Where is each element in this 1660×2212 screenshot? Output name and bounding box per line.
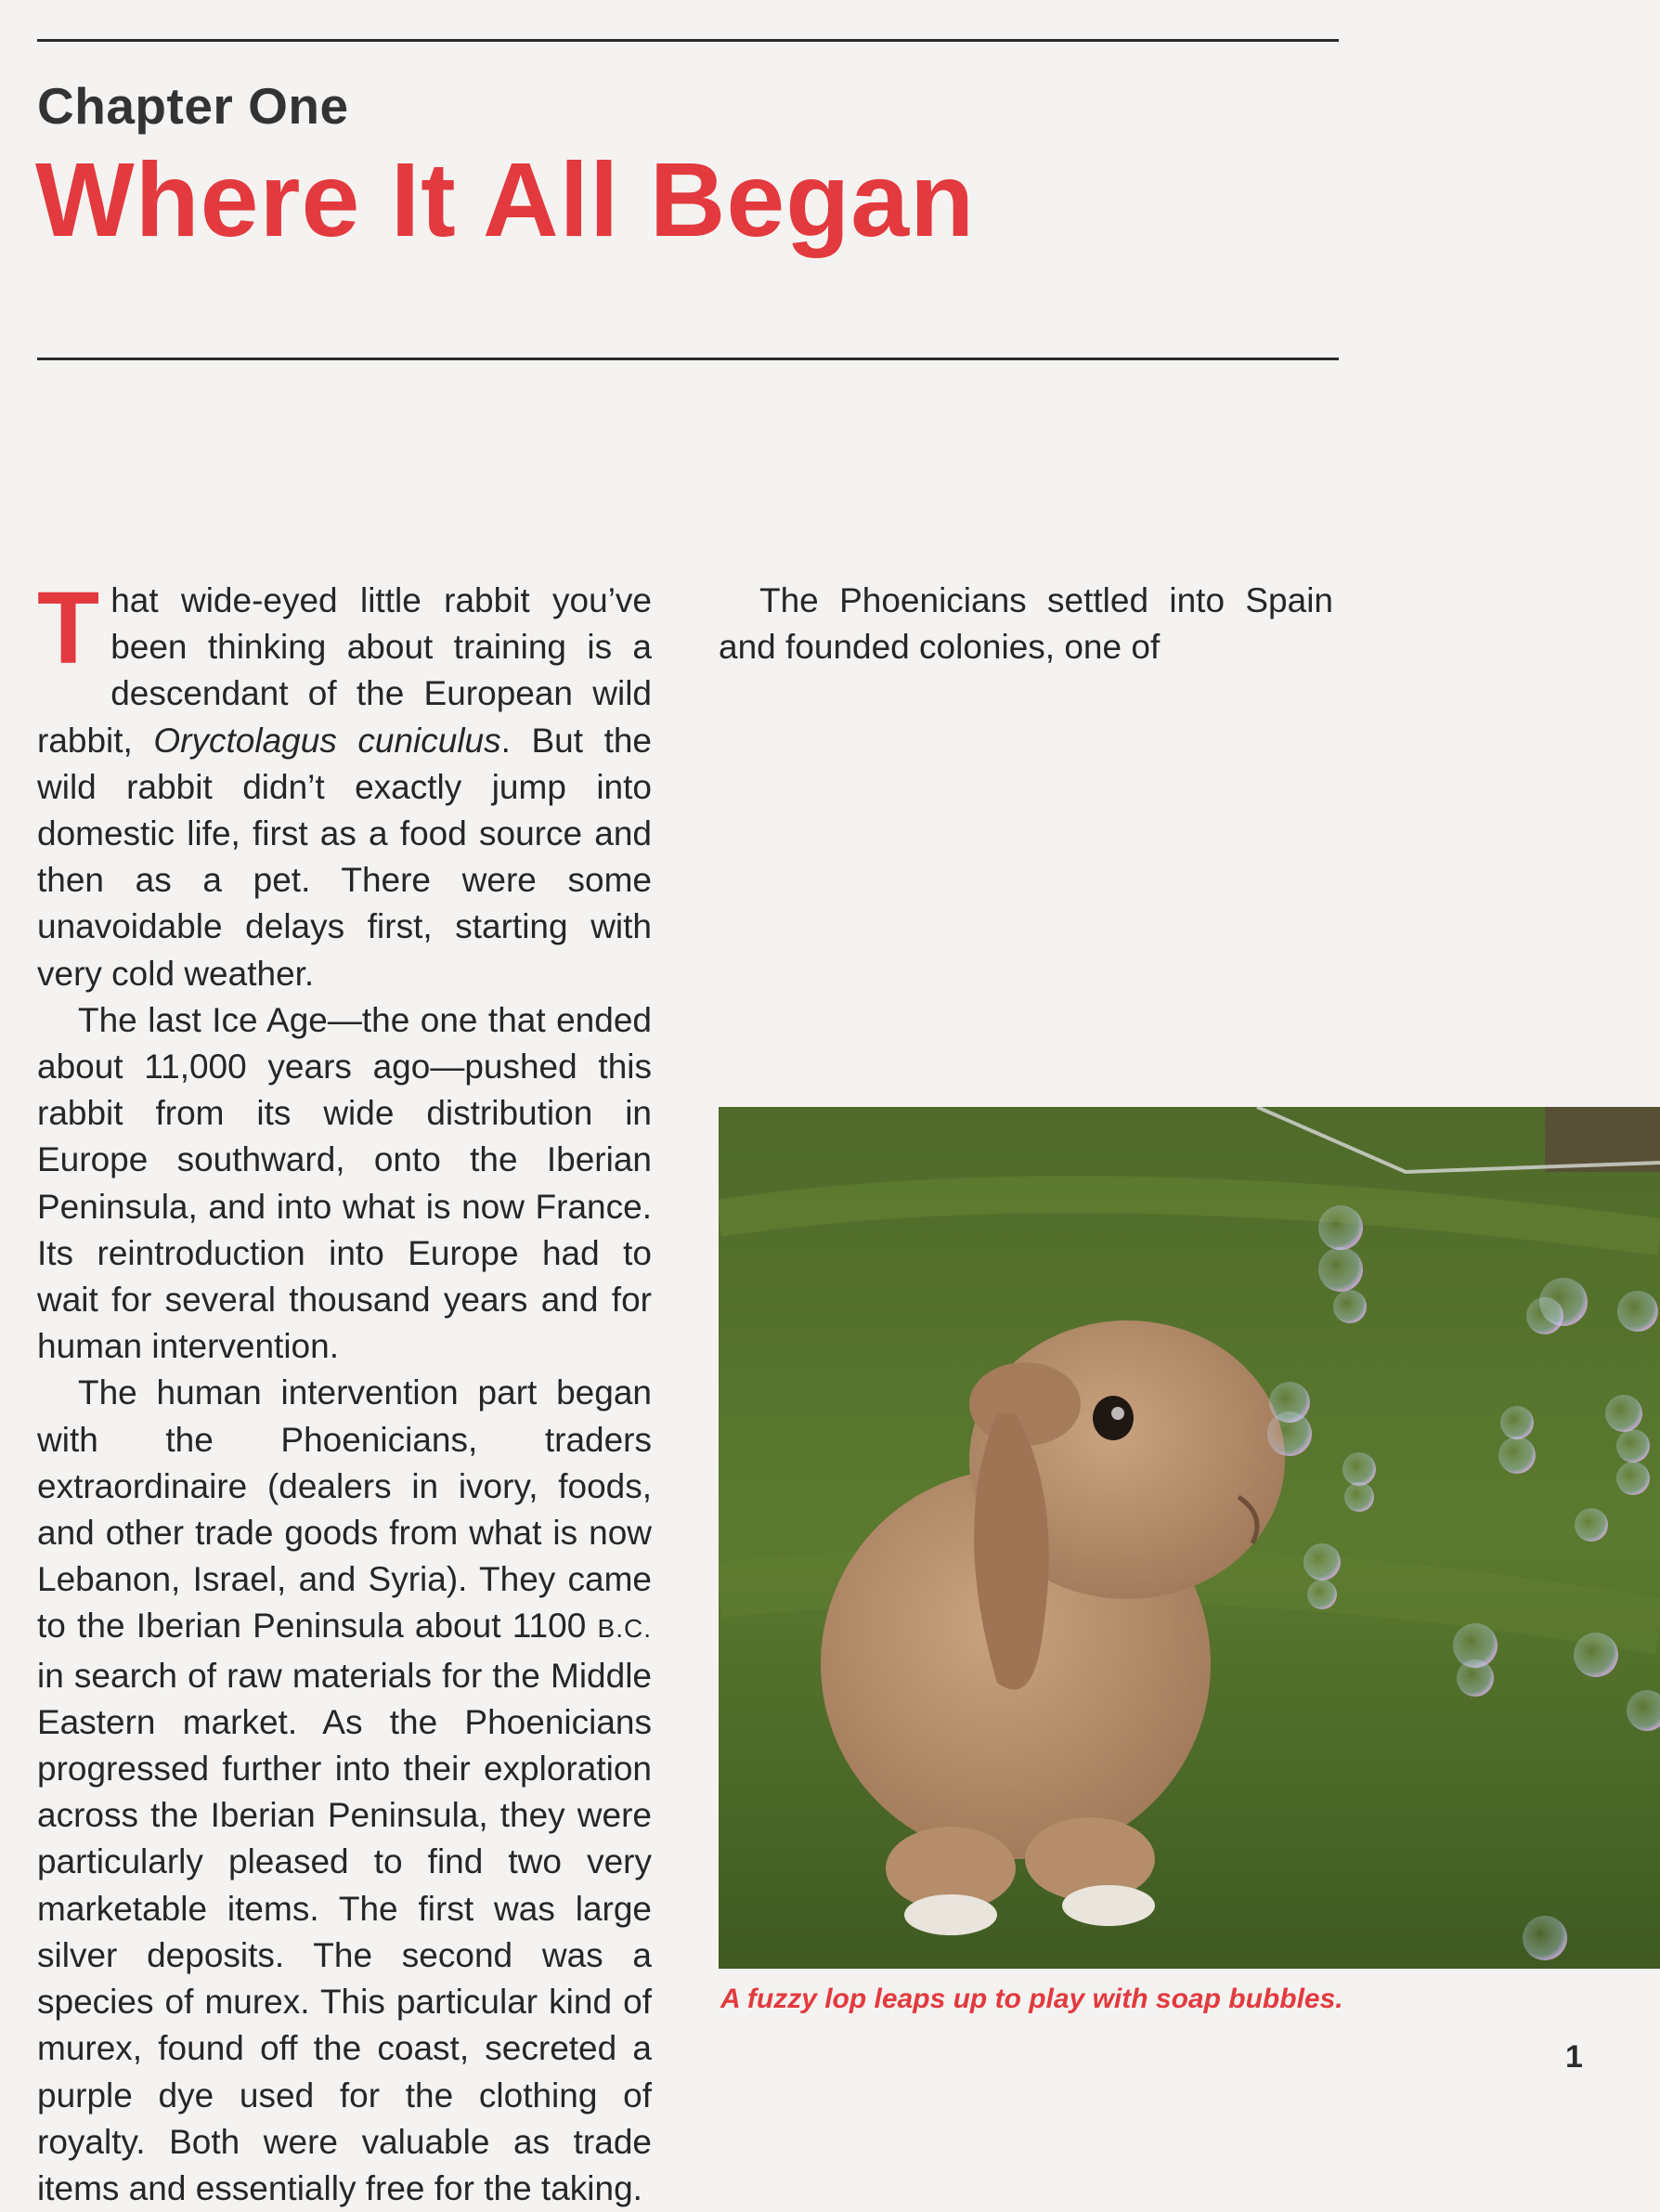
page-number: 1	[1565, 2039, 1583, 2075]
paragraph-1	[37, 571, 653, 997]
paragraph-4: The Phoenicians settled into Spain and founded colonies, one of	[719, 581, 1333, 667]
paragraph-3	[37, 1370, 652, 2212]
era-abbreviation: B.C.	[597, 1614, 652, 1644]
photo-caption: A fuzzy lop leaps up to play with soap bubbles.	[720, 1984, 1343, 2014]
text-column-right	[719, 578, 1333, 670]
top-rule	[37, 39, 1339, 42]
paragraph-2: The last Ice Age—the one that ended about 11,000 years ago—pushed this rabbit from its wide distribution in Europe southward, onto the Iberian Peninsula, and into what is now France. Its reintroduction into Europe had to wait for several thousand years and for human intervention.	[37, 1000, 652, 1366]
chapter-title: Where It All Began	[35, 141, 976, 258]
paragraph-3-text-b: in search of raw materials for the Middle Eastern market. As the Phoenicians progressed further into their exploration across the Iberian Peninsula, they were particularly pleased to find two very marketable items. The first was large silver deposits. The second was a species of murex. This particular kind of murex, found off the coast, secreted a purple dye used for the clothing of royalty. Both were valuable as trade items and essentially free for the taking.	[37, 1656, 652, 2207]
paragraph-3-text-a: The human intervention part began with the Phoenicians, traders extraordinaire (dealers in ivory, foods, and other trade goods from what is now Lebanon, Israel, and Syria). They came to the Iberian Peninsula about 1100	[37, 1373, 652, 1646]
paragraph-1-text-b: . But the wild rabbit didn’t exactly jump into domestic life, first as a food source and then as a pet. There were some unavoidable delays first, starting with very cold weather.	[37, 721, 653, 993]
title-rule	[37, 358, 1339, 360]
paragraph-1-text-a: hat wide-eyed little rabbit you’ve been thinking about training is a descendant of the European wild rabbit,	[37, 581, 652, 760]
drop-cap: T	[37, 571, 100, 685]
rabbit-photo	[719, 1107, 1660, 1969]
text-column-left	[37, 571, 653, 2212]
species-name: Oryctolagus cuniculus	[153, 721, 501, 760]
chapter-label: Chapter One	[37, 77, 349, 135]
